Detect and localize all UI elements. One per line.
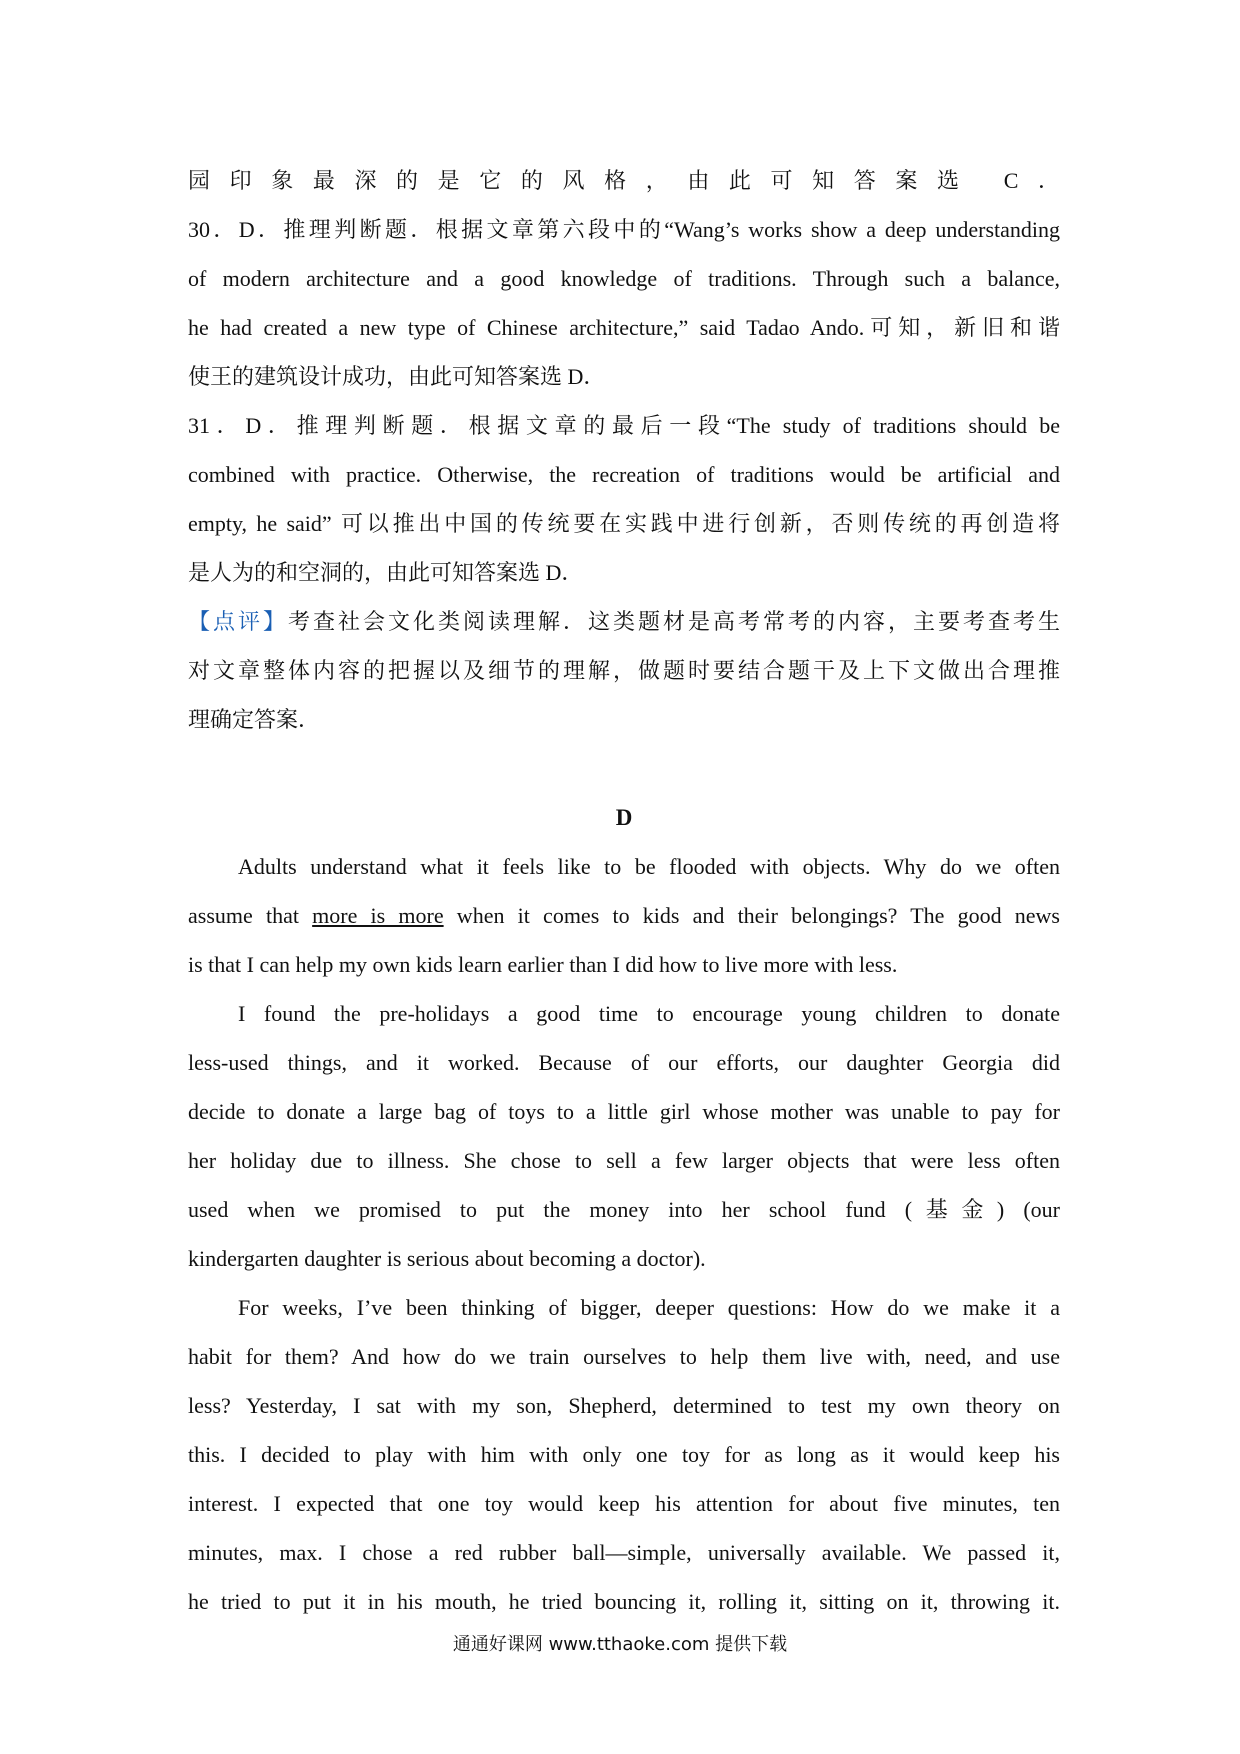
spacer [188, 744, 1060, 793]
passage-line: he tried to put it in his mouth, he tried bouncing it, rolling it, sitting on it, throwing it. [188, 1589, 1060, 1614]
passage-line: her holiday due to illness. She chose to sell a few larger objects that were less often [188, 1148, 1060, 1173]
passage-line: minutes, max. I chose a red rubber ball—simple, universally available. We passed it, [188, 1540, 1060, 1565]
passage-line: is that I can help my own kids learn earlier than I did how to live more with less. [188, 952, 898, 977]
passage-line [188, 891, 1060, 940]
comment-line: 理确定答案． [188, 707, 321, 732]
answer-text-line: 是人为的和空洞的，由此可知答案选 D． [188, 560, 584, 585]
passage-line: less-used things, and it worked. Because of our efforts, our daughter Georgia did [188, 1050, 1060, 1075]
comment-tag: 【点评】 [188, 609, 288, 634]
passage-text: assume that [188, 903, 313, 928]
answer-text-line: he had created a new type of Chinese architecture,” said Tadao Ando.可知，新旧和谐 [188, 315, 1060, 340]
answer-text-line: empty, he said” 可以推出中国的传统要在实践中进行创新，否则传统的再创造将 [188, 511, 1060, 536]
answer-30-line: 30．D．推理判断题．根据文章第六段中的“Wang’s works show a deep understanding [188, 217, 1060, 242]
comment-line: 对文章整体内容的把握以及细节的理解，做题时要结合题干及上下文做出合理推 [188, 658, 1060, 683]
passage-line: used when we promised to put the money into her school fund (基金) (our [188, 1197, 1060, 1222]
passage-line: interest. I expected that one toy would keep his attention for about five minutes, ten [188, 1491, 1060, 1516]
section-heading: D [615, 805, 633, 830]
passage-line: kindergarten daughter is serious about becoming a doctor). [188, 1246, 706, 1271]
passage-line: decide to donate a large bag of toys to a little girl whose mother was unable to pay for [188, 1099, 1060, 1124]
answer-text-line: 使王的建筑设计成功，由此可知答案选 D． [188, 364, 606, 389]
passage-line: habit for them? And how do we train ourselves to help them live with, need, and use [188, 1344, 1060, 1369]
passage-text: when it comes to kids and their belongings? The good news [443, 903, 1060, 928]
passage-line: For weeks, I’ve been thinking of bigger, deeper questions: How do we make it a [238, 1295, 1060, 1320]
passage-line: this. I decided to play with him with only one toy for as long as it would keep his [188, 1442, 1060, 1467]
answer-text-line: combined with practice. Otherwise, the recreation of traditions would be artificial and [188, 462, 1060, 487]
answer-31-line: 31．D．推理判断题．根据文章的最后一段“The study of traditions should be [188, 413, 1060, 438]
comment-line [188, 597, 1060, 646]
page-footer: 通通好课网 www.tthaoke.com 提供下载 [452, 1634, 788, 1655]
answer-text-line: of modern architecture and a good knowledge of traditions. Through such a balance, [188, 266, 1060, 291]
underlined-phrase: more is more [312, 903, 444, 928]
answer-text-line: 园印象最深的是它的风格，由此可知答案选 C． [188, 168, 1060, 193]
passage-line: Adults understand what it feels like to be flooded with objects. Why do we often [238, 854, 1060, 879]
page-content [188, 156, 1060, 1626]
comment-text: 考查社会文化类阅读理解．这类题材是高考常考的内容，主要考查考生 [288, 609, 1060, 634]
passage-line: I found the pre-holidays a good time to encourage young children to donate [238, 1001, 1060, 1026]
passage-line: less? Yesterday, I sat with my son, Shepherd, determined to test my own theory on [188, 1393, 1060, 1418]
